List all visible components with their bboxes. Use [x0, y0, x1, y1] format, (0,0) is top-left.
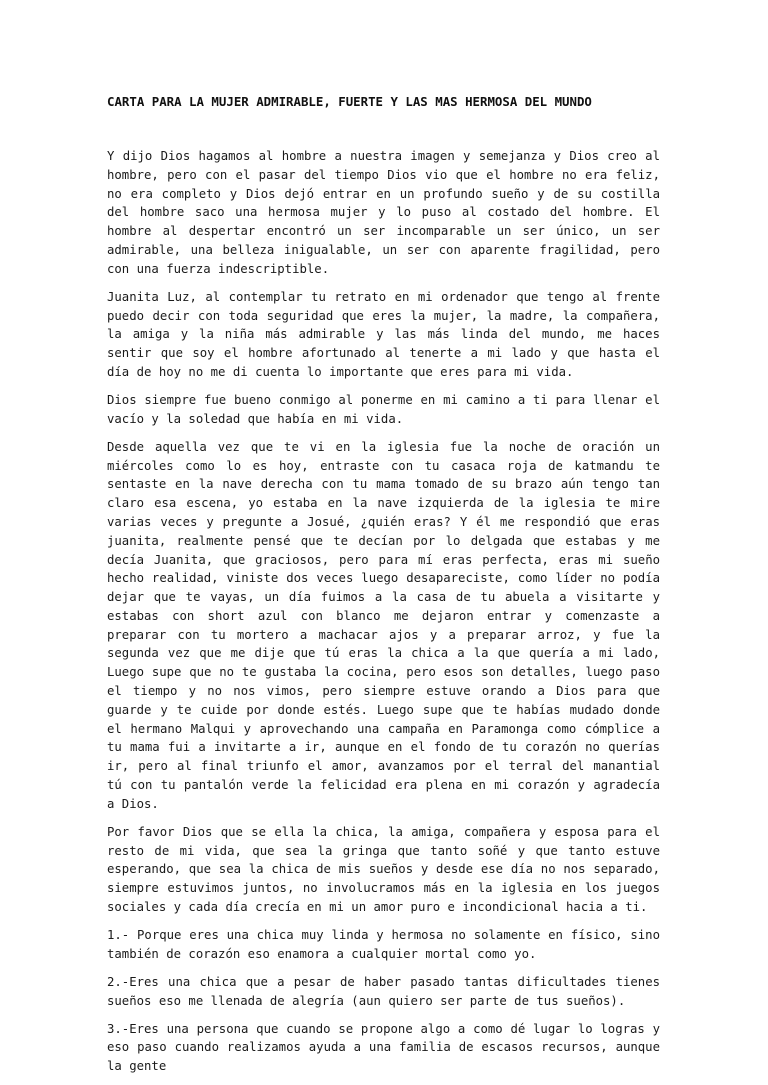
- paragraph-juanita-luz: Juanita Luz, al contemplar tu retrato en mi ordenador que tengo al frente puedo decir con toda seguridad que eres la mujer, la madre, la compañera, la amiga y la niña más admirable y las más linda del mundo, me haces sentir que soy el hombre afortunado al tenerte a mi lado y que hasta el día de hoy no me di cuenta lo importante que eres para mi vida.: [107, 289, 660, 379]
- paragraph-church-story: Desde aquella vez que te vi en la iglesia fue la noche de oración un miércoles como lo es hoy, entraste con tu casaca roja de katmandu te sentaste en la nave derecha con tu mama tomado de su brazo aún tengo tan claro esa escena, yo estaba en la nave izquierda de la iglesia te mire varias veces y pregunte a Josué, ¿quién eras? Y él me respondió que eras juanita, realmente pensé que te decían por lo delgada que estabas y me decía Juanita, que graciosos, pero para mí eras perfecta, eras mi sueño hecho realidad, viniste dos veces luego desapareciste, como líder no podía dejar que te vayas, un día fuimos a la casa de tu abuela a visitarte y estabas con short azul con blanco me dejaron entrar y comenzaste a preparar con tu mortero a machacar ajos y a preparar arroz, y fue la segunda vez que me dije que tú eras la chica a la que quería a mi lado, Luego supe que no te gustaba la cocina, pero esos son detalles, luego paso el tiempo y no nos vimos, pero siempre estuve orando a Dios para que guarde y te cuide por donde estés. Luego supe que te habías mudado donde el hermano Malqui y aprovechando una campaña en Paramonga como cómplice a tu mama fui a invitarte a ir, aunque en el fondo de tu corazón no querías ir, pero al final triunfo el amor, avanzamos por el terral del manantial tú con tu pantalón verde la felicidad era plena en mi corazón y agradecía a Dios.: [107, 439, 660, 811]
- document-body: [107, 147, 660, 1085]
- list-item-2: 2.-Eres una chica que a pesar de haber pasado tantas dificultades tienes sueños eso me llenada de alegría (aun quiero ser parte de tus sueños).: [107, 974, 660, 1008]
- paragraph-god-good: Dios siempre fue bueno conmigo al ponerme en mi camino a ti para llenar el vacío y la soledad que había en mi vida.: [107, 392, 660, 426]
- list-item-1: 1.- Porque eres una chica muy linda y hermosa no solamente en físico, sino también de corazón eso enamora a cualquier mortal como yo.: [107, 928, 660, 961]
- document-title: CARTA PARA LA MUJER ADMIRABLE, FUERTE Y LAS MAS HERMOSA DEL MUNDO: [107, 94, 592, 109]
- paragraph-prayer: Por favor Dios que se ella la chica, la amiga, compañera y esposa para el resto de mi vida, que sea la gringa que tanto soñé y que tanto estuve esperando, que sea la chica de mis sueños y desde ese día no nos separado, siempre estuvimos juntos, no involucramos más en la iglesia en los juegos sociales y cada día crecía en mi un amor puro e incondicional hacia a ti.: [107, 824, 660, 915]
- list-item-3: 3.-Eres una persona que cuando se propone algo a como dé lugar lo logras y eso paso cuando realizamos ayuda a una familia de escasos recursos, aunque la gente: [107, 1021, 660, 1074]
- paragraph-creation: Y dijo Dios hagamos al hombre a nuestra imagen y semejanza y Dios creo al hombre, pero con el pasar del tiempo Dios vio que el hombre no era feliz, no era completo y Dios dejó entrar en un profundo sueño y de su costilla del hombre saco una hermosa mujer y lo puso al costado del hombre. El hombre al despertar encontró un ser incomparable un ser único, un ser admirable, una belleza inigualable, un ser con aparente fragilidad, pero con una fuerza indescriptible.: [107, 149, 660, 276]
